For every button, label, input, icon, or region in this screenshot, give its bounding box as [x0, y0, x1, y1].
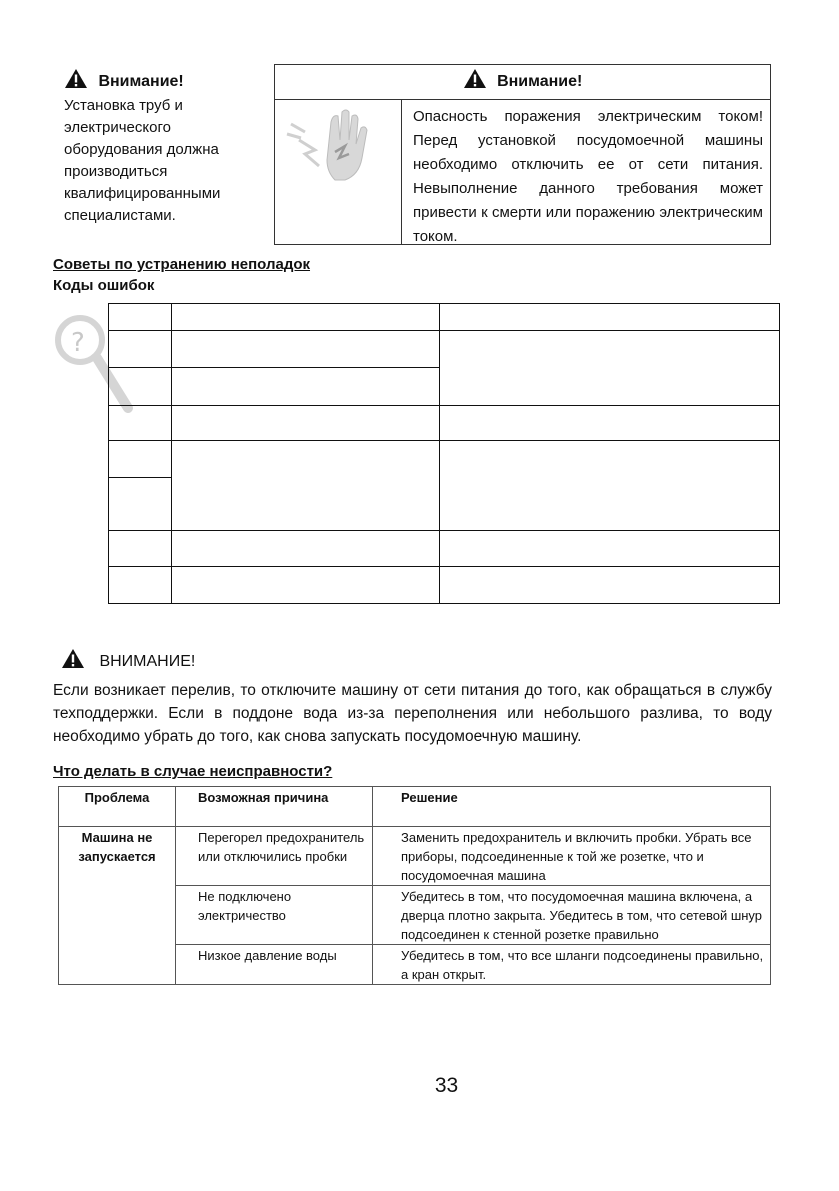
- overflow-warning-title: ВНИМАНИЕ!: [61, 648, 772, 671]
- svg-text:?: ?: [71, 328, 85, 358]
- error-solution-cell: [439, 303, 780, 331]
- electric-shock-warning-text: Опасность поражения электрическим током! Перед установкой посудомоечной машины необходимо отключить ее от сети питания. Невыполнение данного требования может привести к смерти или поражению электрическим током.: [413, 108, 763, 245]
- error-description-cell: [171, 330, 440, 368]
- malfunction-table: [58, 786, 771, 985]
- error-solution-cell: [439, 440, 780, 531]
- error-code-cell: [108, 303, 172, 331]
- error-description-cell: [171, 566, 440, 604]
- error-solution-cell: [439, 566, 780, 604]
- solution-cell: Заменить предохранитель и включить пробки. Убрать все приборы, подсоединенные к той же розетке, что и посудомоечная машина: [373, 827, 771, 886]
- error-code-cell: [108, 330, 172, 368]
- table-row: [59, 945, 771, 985]
- cause-cell: Не подключено электричество: [176, 886, 373, 945]
- page-number: 33: [434, 1074, 459, 1097]
- cause-cell: Низкое давление воды: [176, 945, 373, 985]
- warning-triangle-icon: [64, 68, 88, 89]
- troubleshooting-heading: Советы по устранению неполадок: [53, 256, 311, 273]
- electric-shock-warning-box: [274, 64, 771, 245]
- warning-triangle-icon: [61, 648, 85, 669]
- error-description-cell: [171, 530, 440, 567]
- warning-triangle-icon: [463, 68, 487, 89]
- electric-shock-image-cell: [275, 100, 402, 244]
- error-description-cell: [171, 367, 440, 406]
- electric-shock-hand-icon: [275, 100, 401, 244]
- malfunction-heading: Что делать в случае неисправности?: [53, 763, 333, 780]
- installation-warning-title: Внимание!: [64, 68, 264, 91]
- problem-cell-empty: [59, 945, 176, 985]
- error-solution-cell: [439, 405, 780, 441]
- error-description-cell: [171, 405, 440, 441]
- solution-cell: Убедитесь в том, что все шланги подсоединены правильно, а кран открыт.: [373, 945, 771, 985]
- error-solution-cell: [439, 330, 780, 406]
- column-header-cause: Возможная причина: [176, 787, 373, 827]
- table-row: [59, 886, 771, 945]
- error-solution-cell: [439, 530, 780, 567]
- column-header-solution: Решение: [373, 787, 771, 827]
- error-code-cell: [108, 405, 172, 441]
- error-codes-table: [108, 303, 780, 604]
- table-row: [59, 827, 771, 886]
- problem-cell: Машина не запускается: [59, 827, 176, 886]
- error-code-cell: [108, 440, 172, 478]
- error-code-cell: [108, 477, 172, 531]
- electric-shock-warning-title: Внимание!: [275, 65, 770, 100]
- column-header-problem: Проблема: [59, 787, 176, 827]
- problem-cell-empty: [59, 886, 176, 945]
- solution-cell: Убедитесь в том, что посудомоечная машина включена, а дверца плотно закрыта. Убедитесь в том, что сетевой шнур подсоединен к стенной розетке правильно: [373, 886, 771, 945]
- installation-warning: [64, 68, 264, 227]
- error-description-cell: [171, 303, 440, 331]
- cause-cell: Перегорел предохранитель или отключились пробки: [176, 827, 373, 886]
- error-description-cell: [171, 440, 440, 531]
- error-code-cell: [108, 566, 172, 604]
- table-header-row: [59, 787, 771, 827]
- error-code-cell: [108, 367, 172, 406]
- installation-warning-text: Установка труб и электрического оборудования должна производиться квалифицированными специалистами.: [64, 97, 221, 224]
- overflow-warning: [53, 648, 772, 748]
- error-codes-heading: Коды ошибок: [53, 277, 155, 294]
- error-code-cell: [108, 530, 172, 567]
- overflow-warning-text: Если возникает перелив, то отключите машину от сети питания до того, как обращаться в службу техподдержки. Если в поддоне вода из-за переполнения или небольшого разлива, то воду необходимо убрать до того, как снова запускать посудомоечную машину.: [53, 682, 772, 745]
